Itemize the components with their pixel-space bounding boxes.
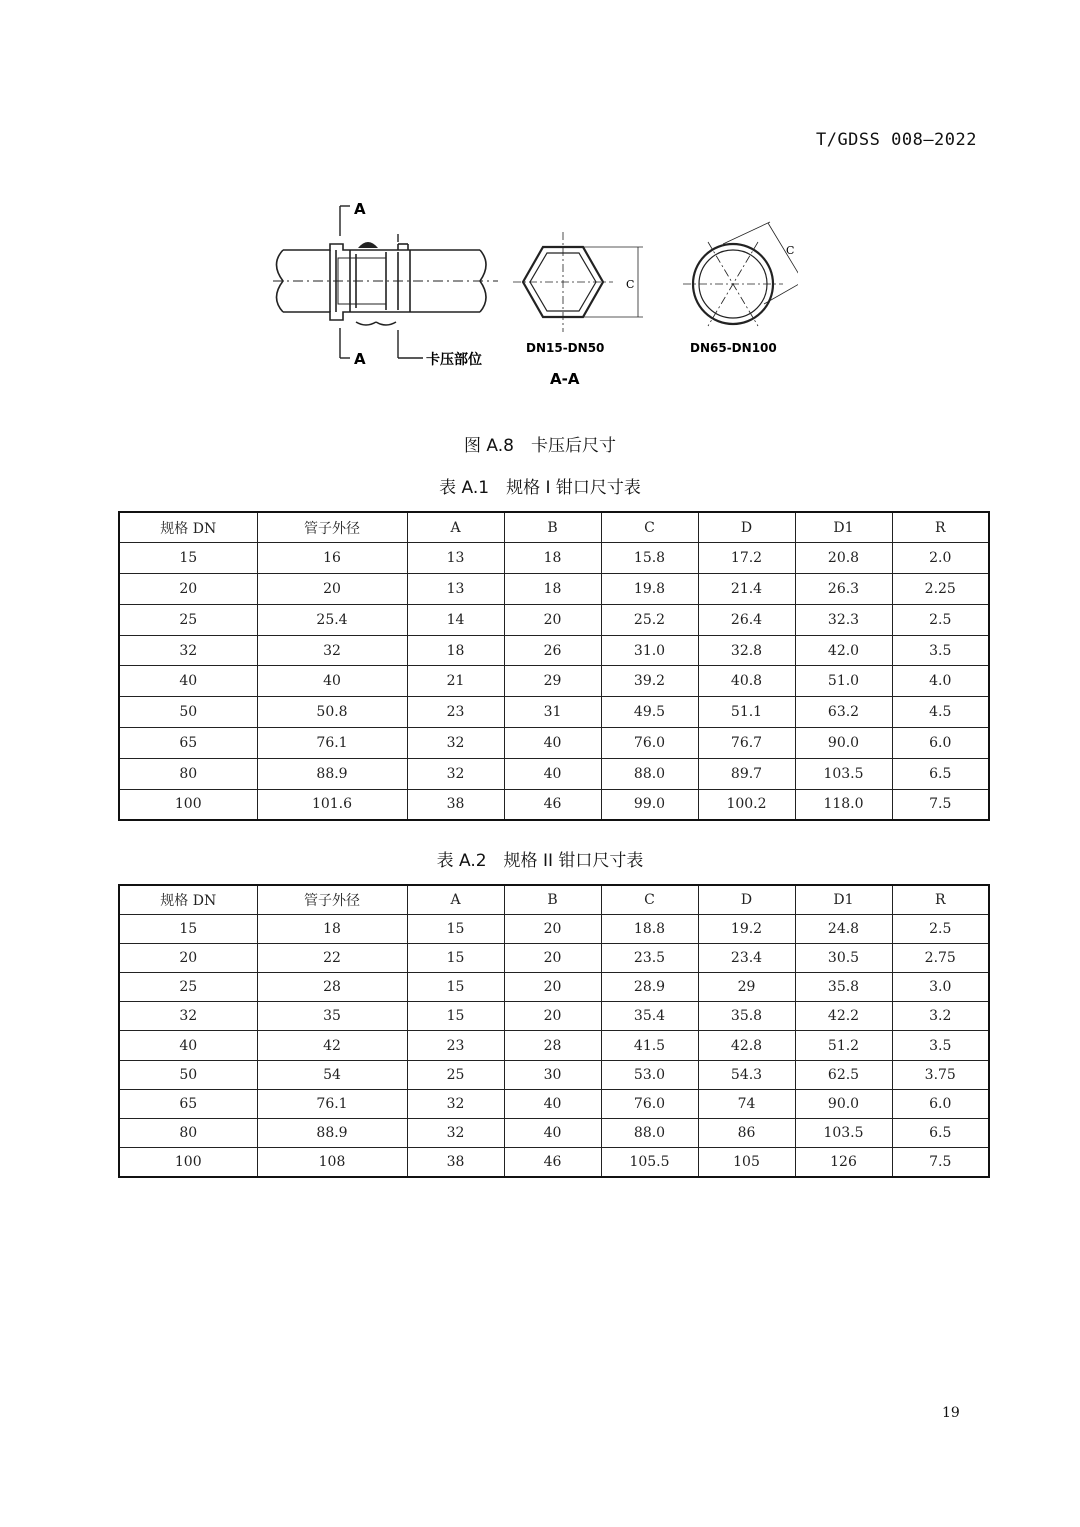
- table-row: [119, 1119, 989, 1148]
- table-cell: 40: [504, 1119, 601, 1148]
- table-cell: 2.25: [892, 574, 989, 605]
- crimp-bead: [358, 242, 378, 248]
- table-cell: 105.5: [601, 1148, 698, 1177]
- table-cell: 28: [257, 973, 407, 1002]
- table-cell: 29: [504, 666, 601, 697]
- table-cell: 32: [407, 1119, 504, 1148]
- jaw-size-table-1: [118, 511, 990, 821]
- table-cell: 46: [504, 789, 601, 820]
- table-cell: 25: [407, 1060, 504, 1089]
- table-row: [119, 1002, 989, 1031]
- column-header: C: [601, 885, 698, 914]
- table-cell: 88.9: [257, 758, 407, 789]
- table-cell: 25: [119, 604, 257, 635]
- table-cell: 88.9: [257, 1119, 407, 1148]
- table-cell: 6.0: [892, 728, 989, 759]
- table-cell: 42.0: [795, 635, 892, 666]
- table-cell: 74: [698, 1089, 795, 1118]
- table-cell: 21.4: [698, 574, 795, 605]
- table-cell: 42.8: [698, 1031, 795, 1060]
- column-header: 管子外径: [257, 885, 407, 914]
- table-cell: 28.9: [601, 973, 698, 1002]
- table-row: [119, 1089, 989, 1118]
- table-cell: 39.2: [601, 666, 698, 697]
- table-header-row: [119, 885, 989, 914]
- crimp-label: 卡压部位: [426, 352, 482, 368]
- table-cell: 17.2: [698, 543, 795, 574]
- table-cell: 46: [504, 1148, 601, 1177]
- column-header: R: [892, 512, 989, 543]
- table-cell: 15: [119, 543, 257, 574]
- table-cell: 51.0: [795, 666, 892, 697]
- table-cell: 18: [257, 914, 407, 943]
- table-cell: 3.2: [892, 1002, 989, 1031]
- doc-code: T/GDSS 008—2022: [815, 130, 977, 150]
- table-cell: 14: [407, 604, 504, 635]
- table-cell: 26: [504, 635, 601, 666]
- column-header: A: [407, 885, 504, 914]
- table-cell: 13: [407, 543, 504, 574]
- table-cell: 40: [504, 758, 601, 789]
- table-cell: 41.5: [601, 1031, 698, 1060]
- table-cell: 31: [504, 697, 601, 728]
- table-cell: 103.5: [795, 1119, 892, 1148]
- table-cell: 49.5: [601, 697, 698, 728]
- table-cell: 108: [257, 1148, 407, 1177]
- table-cell: 54.3: [698, 1060, 795, 1089]
- column-header: 规格 DN: [119, 512, 257, 543]
- table-cell: 6.5: [892, 758, 989, 789]
- hex-dim-c: C: [626, 278, 635, 291]
- column-header: D1: [795, 512, 892, 543]
- table-cell: 76.7: [698, 728, 795, 759]
- column-header: D1: [795, 885, 892, 914]
- crimp-figure: [258, 192, 798, 397]
- column-header: B: [504, 885, 601, 914]
- table-cell: 13: [407, 574, 504, 605]
- table-cell: 90.0: [795, 1089, 892, 1118]
- table-cell: 42: [257, 1031, 407, 1060]
- table-cell: 76.1: [257, 728, 407, 759]
- table-cell: 28: [504, 1031, 601, 1060]
- table-cell: 3.5: [892, 1031, 989, 1060]
- table-cell: 26.4: [698, 604, 795, 635]
- section-label-top: A: [354, 200, 366, 218]
- table-cell: 31.0: [601, 635, 698, 666]
- table-cell: 2.5: [892, 914, 989, 943]
- table-cell: 26.3: [795, 574, 892, 605]
- table-cell: 65: [119, 728, 257, 759]
- table-cell: 30.5: [795, 943, 892, 972]
- table-cell: 90.0: [795, 728, 892, 759]
- table-cell: 53.0: [601, 1060, 698, 1089]
- table-cell: 23: [407, 1031, 504, 1060]
- table-cell: 62.5: [795, 1060, 892, 1089]
- table-cell: 103.5: [795, 758, 892, 789]
- table-cell: 18.8: [601, 914, 698, 943]
- table-cell: 35.8: [795, 973, 892, 1002]
- table-cell: 3.0: [892, 973, 989, 1002]
- table-cell: 25.4: [257, 604, 407, 635]
- table-cell: 4.0: [892, 666, 989, 697]
- table-cell: 20.8: [795, 543, 892, 574]
- hex-label: DN15-DN50: [526, 341, 605, 355]
- table-cell: 20: [257, 574, 407, 605]
- table-cell: 35: [257, 1002, 407, 1031]
- table-cell: 32: [407, 728, 504, 759]
- table-cell: 2.75: [892, 943, 989, 972]
- table-row: [119, 1060, 989, 1089]
- table-cell: 32: [119, 1002, 257, 1031]
- table-row: [119, 604, 989, 635]
- table-cell: 40: [504, 1089, 601, 1118]
- table-cell: 16: [257, 543, 407, 574]
- table-cell: 30: [504, 1060, 601, 1089]
- table-cell: 100: [119, 1148, 257, 1177]
- table-row: [119, 1031, 989, 1060]
- table-cell: 88.0: [601, 1119, 698, 1148]
- table-cell: 76.1: [257, 1089, 407, 1118]
- table-cell: 3.5: [892, 635, 989, 666]
- column-header: R: [892, 885, 989, 914]
- round-label: DN65-DN100: [690, 341, 777, 355]
- table-cell: 100: [119, 789, 257, 820]
- table-cell: 126: [795, 1148, 892, 1177]
- table-cell: 38: [407, 789, 504, 820]
- table-cell: 22: [257, 943, 407, 972]
- table-cell: 15: [407, 914, 504, 943]
- table-cell: 35.8: [698, 1002, 795, 1031]
- table2-caption: 表 A.2 规格 II 钳口尺寸表: [436, 851, 644, 871]
- table-cell: 25.2: [601, 604, 698, 635]
- table-cell: 51.1: [698, 697, 795, 728]
- table-cell: 15: [119, 914, 257, 943]
- column-header: C: [601, 512, 698, 543]
- table-cell: 40: [119, 666, 257, 697]
- table-cell: 15: [407, 1002, 504, 1031]
- jaw-size-table-2: [118, 884, 990, 1178]
- table-cell: 88.0: [601, 758, 698, 789]
- column-header: B: [504, 512, 601, 543]
- table-cell: 15.8: [601, 543, 698, 574]
- table-cell: 42.2: [795, 1002, 892, 1031]
- table-cell: 4.5: [892, 697, 989, 728]
- table-row: [119, 574, 989, 605]
- table-cell: 76.0: [601, 728, 698, 759]
- column-header: D: [698, 885, 795, 914]
- table-cell: 6.0: [892, 1089, 989, 1118]
- table-cell: 23: [407, 697, 504, 728]
- table-cell: 40: [504, 728, 601, 759]
- table-cell: 50.8: [257, 697, 407, 728]
- hex-section: [513, 232, 643, 332]
- table-header-row: [119, 512, 989, 543]
- table-cell: 20: [504, 973, 601, 1002]
- table1-caption: 表 A.1 规格 I 钳口尺寸表: [439, 478, 641, 498]
- table-cell: 32: [257, 635, 407, 666]
- column-header: 规格 DN: [119, 885, 257, 914]
- table-cell: 32: [119, 635, 257, 666]
- table-cell: 99.0: [601, 789, 698, 820]
- table-cell: 40: [119, 1031, 257, 1060]
- table-cell: 54: [257, 1060, 407, 1089]
- table-cell: 18: [504, 574, 601, 605]
- table-cell: 50: [119, 1060, 257, 1089]
- table-cell: 86: [698, 1119, 795, 1148]
- table-cell: 7.5: [892, 1148, 989, 1177]
- table-cell: 18: [407, 635, 504, 666]
- table-cell: 51.2: [795, 1031, 892, 1060]
- pipe-side-view: [273, 244, 498, 325]
- section-label-bottom: A: [354, 350, 366, 368]
- table-cell: 32: [407, 758, 504, 789]
- table-cell: 3.75: [892, 1060, 989, 1089]
- column-header: 管子外径: [257, 512, 407, 543]
- table-cell: 80: [119, 1119, 257, 1148]
- table-cell: 6.5: [892, 1119, 989, 1148]
- table-row: [119, 635, 989, 666]
- table-cell: 32.3: [795, 604, 892, 635]
- table-cell: 35.4: [601, 1002, 698, 1031]
- table-cell: 29: [698, 973, 795, 1002]
- table-row: [119, 789, 989, 820]
- table-cell: 19.2: [698, 914, 795, 943]
- table-row: [119, 697, 989, 728]
- table-cell: 20: [504, 943, 601, 972]
- table-cell: 32: [407, 1089, 504, 1118]
- table-cell: 20: [504, 914, 601, 943]
- table-cell: 63.2: [795, 697, 892, 728]
- table-row: [119, 1148, 989, 1177]
- table-cell: 20: [119, 574, 257, 605]
- table-cell: 23.4: [698, 943, 795, 972]
- table-row: [119, 914, 989, 943]
- table-row: [119, 973, 989, 1002]
- table-row: [119, 758, 989, 789]
- table-row: [119, 543, 989, 574]
- table-cell: 50: [119, 697, 257, 728]
- table-cell: 105: [698, 1148, 795, 1177]
- table-cell: 76.0: [601, 1089, 698, 1118]
- table-cell: 89.7: [698, 758, 795, 789]
- table-cell: 23.5: [601, 943, 698, 972]
- table-cell: 20: [119, 943, 257, 972]
- table-cell: 7.5: [892, 789, 989, 820]
- round-section: [683, 222, 798, 326]
- column-header: D: [698, 512, 795, 543]
- table-cell: 20: [504, 604, 601, 635]
- table-cell: 20: [504, 1002, 601, 1031]
- table-cell: 32.8: [698, 635, 795, 666]
- table-cell: 118.0: [795, 789, 892, 820]
- figure-caption: 图 A.8 卡压后尺寸: [464, 436, 616, 456]
- table-cell: 100.2: [698, 789, 795, 820]
- page-number: 19: [942, 1405, 960, 1421]
- table-cell: 2.5: [892, 604, 989, 635]
- table-cell: 18: [504, 543, 601, 574]
- table-row: [119, 666, 989, 697]
- table-cell: 24.8: [795, 914, 892, 943]
- table-cell: 40.8: [698, 666, 795, 697]
- round-dim-c: C: [786, 244, 795, 257]
- table-cell: 2.0: [892, 543, 989, 574]
- table-cell: 21: [407, 666, 504, 697]
- table-cell: 15: [407, 943, 504, 972]
- table-cell: 15: [407, 973, 504, 1002]
- table-cell: 40: [257, 666, 407, 697]
- column-header: A: [407, 512, 504, 543]
- table-cell: 80: [119, 758, 257, 789]
- table-cell: 38: [407, 1148, 504, 1177]
- table-cell: 101.6: [257, 789, 407, 820]
- table-cell: 65: [119, 1089, 257, 1118]
- section-title: A-A: [550, 370, 580, 388]
- table-row: [119, 943, 989, 972]
- table-cell: 19.8: [601, 574, 698, 605]
- table-cell: 25: [119, 973, 257, 1002]
- table-row: [119, 728, 989, 759]
